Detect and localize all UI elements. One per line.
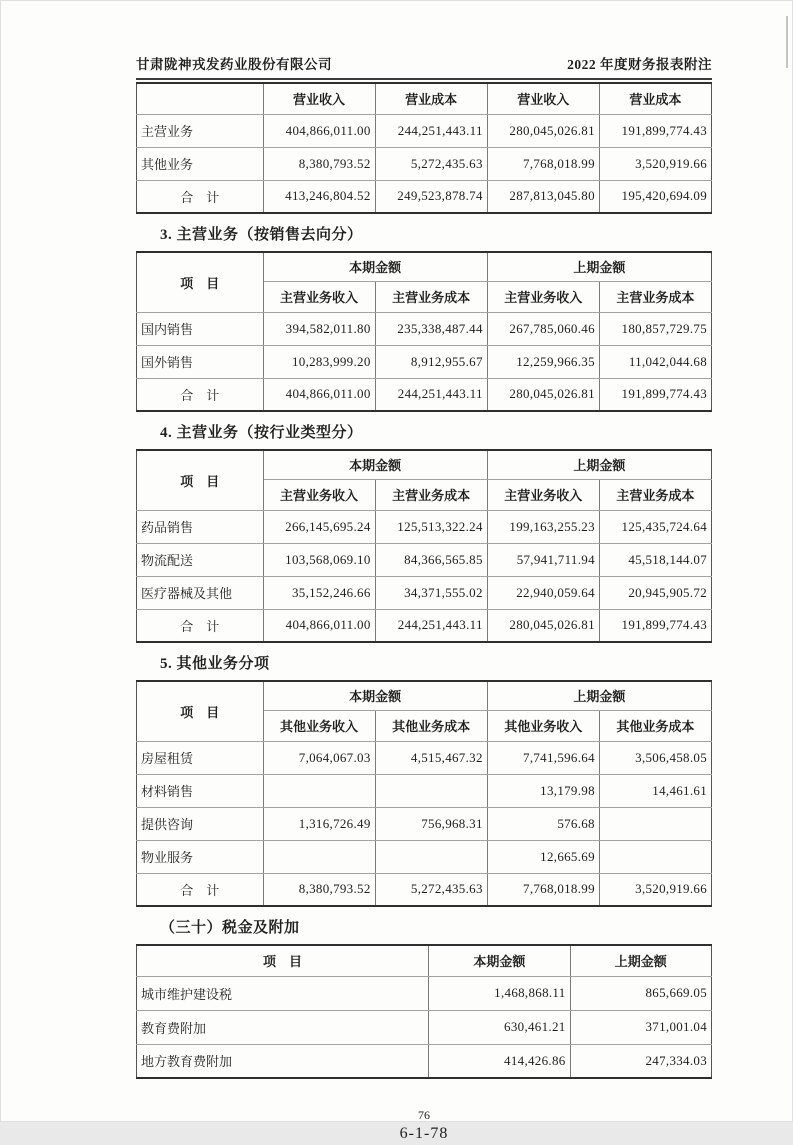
table-cell: 7,768,018.99 (487, 147, 599, 180)
table-total-row (137, 378, 712, 411)
table-total-row (137, 873, 712, 906)
table-cell: 280,045,026.81 (487, 114, 599, 147)
table-cell: 12,665.69 (487, 840, 599, 873)
column-header: 主营业务成本 (375, 479, 487, 510)
column-header: 营业成本 (599, 83, 711, 114)
table-cell: 8,912,955.67 (375, 345, 487, 378)
table-row (137, 147, 712, 180)
row-label: 物流配送 (137, 543, 264, 576)
table-cell: 865,669.05 (570, 976, 711, 1010)
table-cell: 8,380,793.52 (263, 147, 375, 180)
page-header (136, 1, 712, 80)
row-label: 其他业务 (137, 147, 264, 180)
row-label: 医疗器械及其他 (137, 576, 264, 609)
table-cell: 34,371,555.02 (375, 576, 487, 609)
table-cell: 280,045,026.81 (487, 378, 599, 411)
table-cell: 7,741,596.64 (487, 741, 599, 774)
scan-artifact-line (786, 16, 788, 68)
table-cell: 756,968.31 (375, 807, 487, 840)
table-cell: 1,468,868.11 (429, 976, 570, 1010)
company-name: 甘肃陇神戎发药业股份有限公司 (136, 57, 332, 72)
table-cell: 235,338,487.44 (375, 312, 487, 345)
table-cell: 125,435,724.64 (599, 510, 711, 543)
row-label: 房屋租赁 (137, 741, 264, 774)
column-header: 本期金额 (429, 945, 570, 976)
table-cell: 404,866,011.00 (263, 609, 375, 642)
table-cell: 7,768,018.99 (487, 873, 599, 906)
table-cell (375, 840, 487, 873)
by-industry-table (136, 449, 712, 643)
table-cell: 3,506,458.05 (599, 741, 711, 774)
table-cell: 14,461.61 (599, 774, 711, 807)
table-cell: 249,523,878.74 (375, 180, 487, 213)
column-header: 其他业务成本 (599, 710, 711, 741)
table-cell (599, 807, 711, 840)
table-cell (263, 774, 375, 807)
row-label: 国外销售 (137, 345, 264, 378)
table-cell: 191,899,774.43 (599, 609, 711, 642)
row-label: 地方教育费附加 (137, 1044, 429, 1078)
column-header: 营业收入 (487, 83, 599, 114)
column-header: 上期金额 (570, 945, 711, 976)
column-header: 主营业务成本 (599, 281, 711, 312)
table-cell: 7,064,067.03 (263, 741, 375, 774)
column-header: 其他业务收入 (263, 710, 375, 741)
section-title-taxes: （三十）税金及附加 (160, 920, 300, 936)
row-label: 主营业务 (137, 114, 264, 147)
item-column-header: 项 目 (137, 252, 264, 312)
table-row (137, 345, 712, 378)
table-cell: 84,366,565.85 (375, 543, 487, 576)
table-row (137, 741, 712, 774)
table-cell: 3,520,919.66 (599, 873, 711, 906)
by-destination-table (136, 251, 712, 412)
group-header-current: 本期金额 (263, 450, 487, 479)
column-header: 主营业务成本 (599, 479, 711, 510)
section-title-by-destination: 3. 主营业务（按销售去向分） (160, 227, 363, 243)
table-cell: 244,251,443.11 (375, 378, 487, 411)
column-header: 营业成本 (375, 83, 487, 114)
table-cell: 1,316,726.49 (263, 807, 375, 840)
column-header: 其他业务成本 (375, 710, 487, 741)
table-row (137, 510, 712, 543)
table-header-row (137, 83, 712, 114)
table-cell: 267,785,060.46 (487, 312, 599, 345)
table-cell: 394,582,011.80 (263, 312, 375, 345)
table-cell: 191,899,774.43 (599, 114, 711, 147)
column-header: 其他业务收入 (487, 710, 599, 741)
table-cell: 371,001.04 (570, 1010, 711, 1044)
table-cell (375, 774, 487, 807)
table-cell: 22,940,059.64 (487, 576, 599, 609)
table-cell: 244,251,443.11 (375, 609, 487, 642)
table-cell: 4,515,467.32 (375, 741, 487, 774)
table-cell: 404,866,011.00 (263, 378, 375, 411)
table-cell: 280,045,026.81 (487, 609, 599, 642)
row-label: 合 计 (137, 873, 264, 906)
table-cell: 20,945,905.72 (599, 576, 711, 609)
page-number: 76 (418, 1108, 430, 1122)
table-cell: 125,513,322.24 (375, 510, 487, 543)
row-label: 合 计 (137, 378, 264, 411)
report-title: 2022 年度财务报表附注 (567, 57, 712, 72)
table-row (137, 976, 712, 1010)
row-label: 药品销售 (137, 510, 264, 543)
table-cell: 199,163,255.23 (487, 510, 599, 543)
table-cell: 45,518,144.07 (599, 543, 711, 576)
table-cell: 5,272,435.63 (375, 147, 487, 180)
table-cell: 576.68 (487, 807, 599, 840)
table-cell: 5,272,435.63 (375, 873, 487, 906)
table-cell: 195,420,694.09 (599, 180, 711, 213)
table-group-header-row (137, 681, 712, 710)
row-label: 合 计 (137, 180, 264, 213)
group-header-prior: 上期金额 (487, 450, 711, 479)
column-header (137, 83, 264, 114)
table-cell: 287,813,045.80 (487, 180, 599, 213)
table-cell: 3,520,919.66 (599, 147, 711, 180)
table-cell: 244,251,443.11 (375, 114, 487, 147)
section-title-by-industry: 4. 主营业务（按行业类型分） (160, 425, 363, 441)
column-header: 主营业务收入 (263, 479, 375, 510)
table-cell: 35,152,246.66 (263, 576, 375, 609)
table-total-row (137, 180, 712, 213)
group-header-current: 本期金额 (263, 252, 487, 281)
row-label: 合 计 (137, 609, 264, 642)
table-row (137, 576, 712, 609)
item-column-header: 项 目 (137, 450, 264, 510)
table-row (137, 543, 712, 576)
table-cell: 266,145,695.24 (263, 510, 375, 543)
column-header: 主营业务收入 (487, 479, 599, 510)
table-cell: 57,941,711.94 (487, 543, 599, 576)
table-cell (599, 840, 711, 873)
table-row (137, 114, 712, 147)
row-label: 城市维护建设税 (137, 976, 429, 1010)
table-cell: 414,426.86 (429, 1044, 570, 1078)
row-label: 提供咨询 (137, 807, 264, 840)
group-header-current: 本期金额 (263, 681, 487, 710)
item-column-header: 项 目 (137, 945, 429, 976)
table-row (137, 1044, 712, 1078)
table-row (137, 807, 712, 840)
table-group-header-row (137, 450, 712, 479)
table-row (137, 1010, 712, 1044)
table-cell: 8,380,793.52 (263, 873, 375, 906)
column-header: 主营业务收入 (487, 281, 599, 312)
document-number: 6-1-78 (399, 1125, 449, 1143)
table-cell (263, 840, 375, 873)
group-header-prior: 上期金额 (487, 252, 711, 281)
taxes-table (136, 944, 712, 1079)
table-row (137, 840, 712, 873)
table-cell: 180,857,729.75 (599, 312, 711, 345)
table-row (137, 312, 712, 345)
other-items-table (136, 680, 712, 907)
table-cell: 11,042,044.68 (599, 345, 711, 378)
table-group-header-row (137, 252, 712, 281)
item-column-header: 项 目 (137, 681, 264, 741)
table-row (137, 774, 712, 807)
summary-table (136, 82, 712, 214)
table-cell: 247,334.03 (570, 1044, 711, 1078)
column-header: 主营业务成本 (375, 281, 487, 312)
table-total-row (137, 609, 712, 642)
section-title-other-items: 5. 其他业务分项 (160, 656, 270, 672)
group-header-prior: 上期金额 (487, 681, 711, 710)
table-header-row (137, 945, 712, 976)
table-cell: 191,899,774.43 (599, 378, 711, 411)
table-cell: 413,246,804.52 (263, 180, 375, 213)
column-header: 营业收入 (263, 83, 375, 114)
row-label: 教育费附加 (137, 1010, 429, 1044)
table-cell: 13,179.98 (487, 774, 599, 807)
table-cell: 12,259,966.35 (487, 345, 599, 378)
row-label: 国内销售 (137, 312, 264, 345)
table-cell: 630,461.21 (429, 1010, 570, 1044)
page-content (136, 1, 712, 1145)
table-cell: 103,568,069.10 (263, 543, 375, 576)
page-footer (136, 1107, 712, 1145)
table-cell: 404,866,011.00 (263, 114, 375, 147)
row-label: 物业服务 (137, 840, 264, 873)
row-label: 材料销售 (137, 774, 264, 807)
column-header: 主营业务收入 (263, 281, 375, 312)
table-cell: 10,283,999.20 (263, 345, 375, 378)
